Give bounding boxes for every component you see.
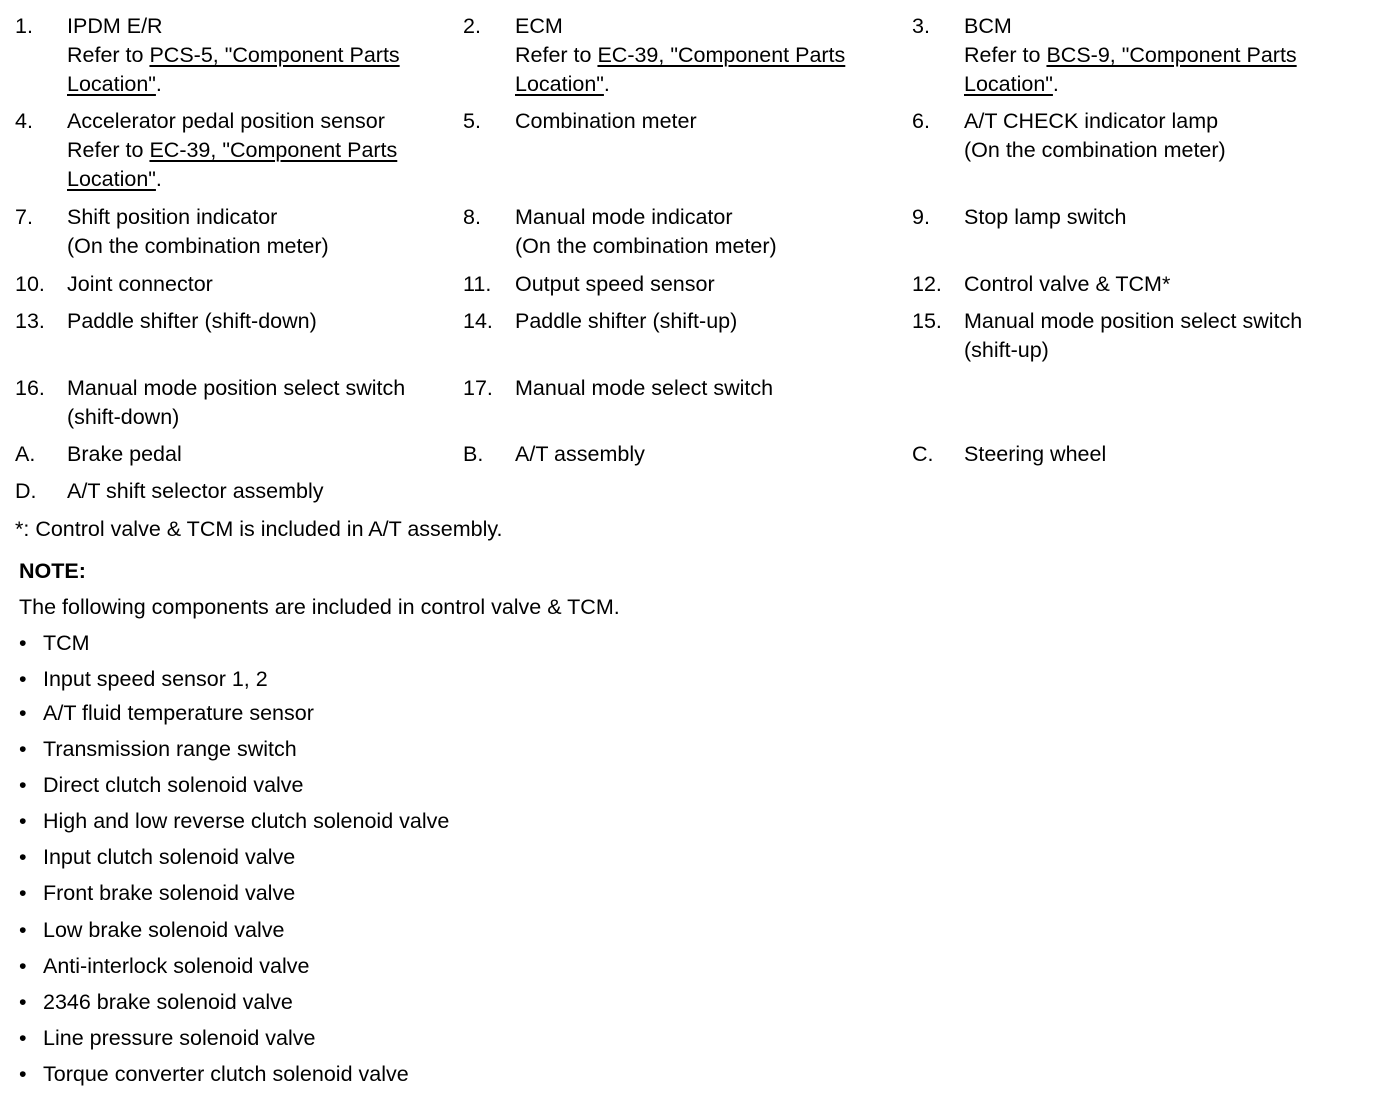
legend-entry-label: A/T CHECK indicator lamp — [964, 109, 1219, 133]
bullet-icon: • — [19, 881, 27, 905]
legend-entry-label: . — [1052, 72, 1059, 96]
bullet-icon: • — [19, 918, 27, 942]
legend-entry-number: 4. — [15, 109, 33, 133]
legend-entry-line — [964, 12, 1297, 41]
legend-entry-line — [964, 270, 1170, 299]
legend-entry-text — [67, 107, 397, 194]
legend-entry-label: Stop lamp switch — [964, 205, 1127, 229]
legend-entry-number: 7. — [15, 205, 33, 229]
legend-entry-label: (On the combination meter) — [67, 234, 329, 258]
legend-entry-label: Steering wheel — [964, 442, 1107, 466]
cross-reference-link[interactable]: EC-39, "Component Parts — [597, 43, 846, 67]
legend-entry-text — [515, 270, 715, 299]
bullet-icon: • — [19, 1026, 27, 1050]
legend-entry-label: Paddle shifter (shift-down) — [67, 309, 317, 333]
cross-reference-link[interactable]: EC-39, "Component Parts — [149, 138, 398, 162]
bullet-icon: • — [19, 990, 27, 1014]
legend-entry-number: 6. — [912, 109, 930, 133]
legend-entry-text — [964, 12, 1297, 99]
legend-entry-text — [515, 12, 845, 99]
legend-entry-label: Manual mode position select switch — [964, 309, 1303, 333]
legend-entry-number: 1. — [15, 14, 33, 38]
legend-entry-number: 11. — [463, 272, 492, 296]
note-list-item-text: Transmission range switch — [43, 737, 297, 761]
legend-entry-line — [67, 165, 397, 194]
legend-entry-label: Shift position indicator — [67, 205, 278, 229]
legend-entry-line — [67, 270, 213, 299]
legend-entry-label: Paddle shifter (shift-up) — [515, 309, 738, 333]
legend-entry-line — [515, 107, 697, 136]
legend-entry-line — [515, 270, 715, 299]
legend-entry-text — [515, 440, 645, 469]
note-list-item-text: Line pressure solenoid valve — [43, 1026, 316, 1050]
note-intro: The following components are included in control valve & TCM. — [19, 595, 620, 619]
legend-entry-text — [67, 307, 317, 336]
bullet-icon: • — [19, 737, 27, 761]
legend-entry-line — [515, 440, 645, 469]
bullet-icon: • — [19, 954, 27, 978]
legend-entry-number: 13. — [15, 309, 45, 333]
bullet-icon: • — [19, 809, 27, 833]
legend-entry-line — [515, 232, 777, 261]
legend-entry-number: A. — [15, 442, 36, 466]
legend-entry-label: Joint connector — [67, 272, 213, 296]
legend-entry-number: 15. — [912, 309, 942, 333]
legend-entry-number: 16. — [15, 376, 45, 400]
legend-entry-number: D. — [15, 479, 37, 503]
legend-entry-label: IPDM E/R — [67, 14, 163, 38]
legend-entry-line — [67, 203, 329, 232]
legend-entry-line — [964, 107, 1226, 136]
cross-reference-link[interactable]: PCS-5, "Component Parts — [149, 43, 400, 67]
legend-entry-text — [67, 270, 213, 299]
cross-reference-link[interactable]: Location" — [964, 72, 1053, 96]
legend-entry-text — [515, 107, 697, 136]
legend-entry-label: BCM — [964, 14, 1012, 38]
legend-entry-line — [964, 70, 1297, 99]
legend-entry-label: . — [155, 72, 162, 96]
bullet-icon: • — [19, 631, 27, 655]
legend-entry-text — [67, 374, 405, 432]
note-list-item-text: Anti-interlock solenoid valve — [43, 954, 310, 978]
legend-entry-label: Manual mode select switch — [515, 376, 774, 400]
legend-entry-text — [964, 440, 1106, 469]
legend-entry-line — [515, 70, 845, 99]
legend-entry-line — [67, 107, 397, 136]
note-list-item-text: TCM — [43, 631, 90, 655]
legend-entry-line — [67, 374, 405, 403]
note-list-item-text: Input clutch solenoid valve — [43, 845, 296, 869]
legend-entry-text — [67, 12, 400, 99]
legend-entry-label: Brake pedal — [67, 442, 182, 466]
legend-entry-number: 12. — [912, 272, 942, 296]
legend-entry-text — [964, 270, 1170, 299]
legend-entry-text — [515, 307, 737, 336]
legend-entry-label: (shift-up) — [964, 338, 1049, 362]
legend-entry-label: Combination meter — [515, 109, 697, 133]
legend-entry-text — [67, 477, 324, 506]
legend-entry-text — [964, 307, 1302, 365]
legend-entry-text — [964, 203, 1127, 232]
legend-entry-number: 3. — [912, 14, 930, 38]
cross-reference-link[interactable]: Location" — [67, 72, 156, 96]
legend-entry-label: Refer to — [515, 43, 598, 67]
cross-reference-link[interactable]: BCS-9, "Component Parts — [1046, 43, 1297, 67]
legend-entry-label: (shift-down) — [67, 405, 180, 429]
legend-entry-line — [964, 41, 1297, 70]
legend-entry-number: 10. — [15, 272, 45, 296]
bullet-icon: • — [19, 845, 27, 869]
legend-entry-line — [67, 403, 405, 432]
legend-entry-line — [964, 336, 1302, 365]
note-list-item-text: A/T fluid temperature sensor — [43, 701, 314, 725]
legend-entry-label: Manual mode position select switch — [67, 376, 406, 400]
legend-entry-label: Output speed sensor — [515, 272, 715, 296]
legend-entry-label: Refer to — [67, 43, 150, 67]
legend-entry-line — [67, 440, 182, 469]
footnote: *: Control valve & TCM is included in A/T assembly. — [15, 517, 503, 541]
legend-entry-line — [515, 374, 773, 403]
legend-entry-line — [964, 307, 1302, 336]
legend-entry-line — [67, 41, 400, 70]
note-list-item-text: Low brake solenoid valve — [43, 918, 285, 942]
legend-entry-label: Control valve & TCM* — [964, 272, 1171, 296]
note-list-item-text: Input speed sensor 1, 2 — [43, 667, 268, 691]
legend-entry-number: 9. — [912, 205, 930, 229]
note-list-item-text: 2346 brake solenoid valve — [43, 990, 293, 1014]
legend-entry-label: A/T shift selector assembly — [67, 479, 324, 503]
legend-entry-number: 5. — [463, 109, 481, 133]
note-list-item-text: Front brake solenoid valve — [43, 881, 296, 905]
legend-entry-line — [67, 307, 317, 336]
cross-reference-link[interactable]: Location" — [67, 167, 156, 191]
legend-entry-label: Refer to — [67, 138, 150, 162]
legend-entry-number: C. — [912, 442, 934, 466]
legend-entry-label: . — [155, 167, 162, 191]
legend-entry-label: (On the combination meter) — [964, 138, 1226, 162]
legend-entry-line — [964, 440, 1106, 469]
legend-entry-text — [67, 203, 329, 261]
legend-entry-line — [67, 70, 400, 99]
note-list-item-text: High and low reverse clutch solenoid valve — [43, 809, 450, 833]
legend-entry-line — [515, 41, 845, 70]
legend-entry-label: Accelerator pedal position sensor — [67, 109, 385, 133]
note-heading: NOTE: — [19, 559, 86, 583]
legend-entry-label: ECM — [515, 14, 563, 38]
legend-entry-number: 8. — [463, 205, 481, 229]
legend-entry-label: Manual mode indicator — [515, 205, 733, 229]
legend-entry-line — [964, 136, 1226, 165]
legend-entry-line — [515, 307, 737, 336]
legend-entry-label: A/T assembly — [515, 442, 645, 466]
bullet-icon: • — [19, 701, 27, 725]
legend-entry-line — [67, 232, 329, 261]
legend-entry-line — [515, 12, 845, 41]
bullet-icon: • — [19, 1062, 27, 1086]
note-list-item-text: Direct clutch solenoid valve — [43, 773, 304, 797]
legend-entry-number: 17. — [463, 376, 493, 400]
legend-entry-text — [515, 374, 773, 403]
legend-entry-line — [964, 203, 1127, 232]
note-list-item-text: Torque converter clutch solenoid valve — [43, 1062, 409, 1086]
cross-reference-link[interactable]: Location" — [515, 72, 604, 96]
legend-entry-text — [67, 440, 182, 469]
legend-entry-number: B. — [463, 442, 484, 466]
legend-entry-number: 14. — [463, 309, 493, 333]
legend-entry-label: (On the combination meter) — [515, 234, 777, 258]
legend-entry-line — [515, 203, 777, 232]
bullet-icon: • — [19, 773, 27, 797]
legend-entry-number: 2. — [463, 14, 481, 38]
legend-entry-label: . — [603, 72, 610, 96]
legend-entry-line — [67, 12, 400, 41]
legend-entry-text — [964, 107, 1226, 165]
legend-entry-label: Refer to — [964, 43, 1047, 67]
legend-entry-line — [67, 136, 397, 165]
bullet-icon: • — [19, 667, 27, 691]
legend-entry-line — [67, 477, 324, 506]
legend-entry-text — [515, 203, 777, 261]
